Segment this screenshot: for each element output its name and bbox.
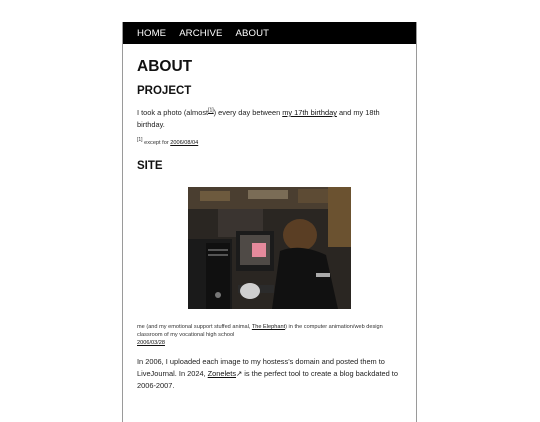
nav-about-link[interactable]: ABOUT <box>235 27 270 39</box>
nav-archive-link[interactable]: ARCHIVE <box>179 27 223 39</box>
page-container <box>122 22 417 422</box>
project-heading: PROJECT <box>137 85 192 97</box>
footnote-date-link[interactable]: 2006/08/04 <box>170 140 199 146</box>
intro-text-start: I took a photo (almost <box>137 108 209 117</box>
caption-text-start: me (and my emotional support stuffed animal, <box>137 324 252 330</box>
photo-caption <box>137 323 399 347</box>
site-text-start: In 2006, I uploaded each image to my hostess's domain and posted them to LiveJournal. In 2024, <box>137 357 385 378</box>
seventeenth-birthday-link[interactable]: my 17th birthday <box>282 108 337 117</box>
site-heading: SITE <box>137 160 163 172</box>
classroom-photo <box>188 187 351 309</box>
project-paragraph <box>137 107 399 131</box>
caption-date-link[interactable]: 2006/03/28 <box>137 340 165 346</box>
nav-home-link[interactable]: HOME <box>137 27 167 39</box>
footnote <box>137 137 399 146</box>
footnote-text: except for <box>142 140 171 146</box>
page-title: ABOUT <box>137 58 193 75</box>
intro-text-end: and my 18th birthday. <box>137 108 380 129</box>
zonelets-link[interactable]: Zonelets <box>207 369 237 378</box>
elephant-link[interactable]: The Elephant <box>251 324 286 330</box>
footnote-marker: [1] <box>137 137 143 144</box>
site-text-end: is the perfect tool to create a blog backdated to 2006-2007. <box>137 369 398 390</box>
intro-text-mid: ) every day between <box>213 108 283 117</box>
site-paragraph <box>137 356 399 392</box>
top-nav <box>123 22 416 44</box>
footnote-reference-link[interactable]: [1] <box>208 107 214 114</box>
caption-text-end: ) in the computer animation/web design classroom of my vocational high school <box>137 324 383 338</box>
main-content <box>123 58 399 392</box>
external-link-icon: ↗ <box>236 369 243 378</box>
